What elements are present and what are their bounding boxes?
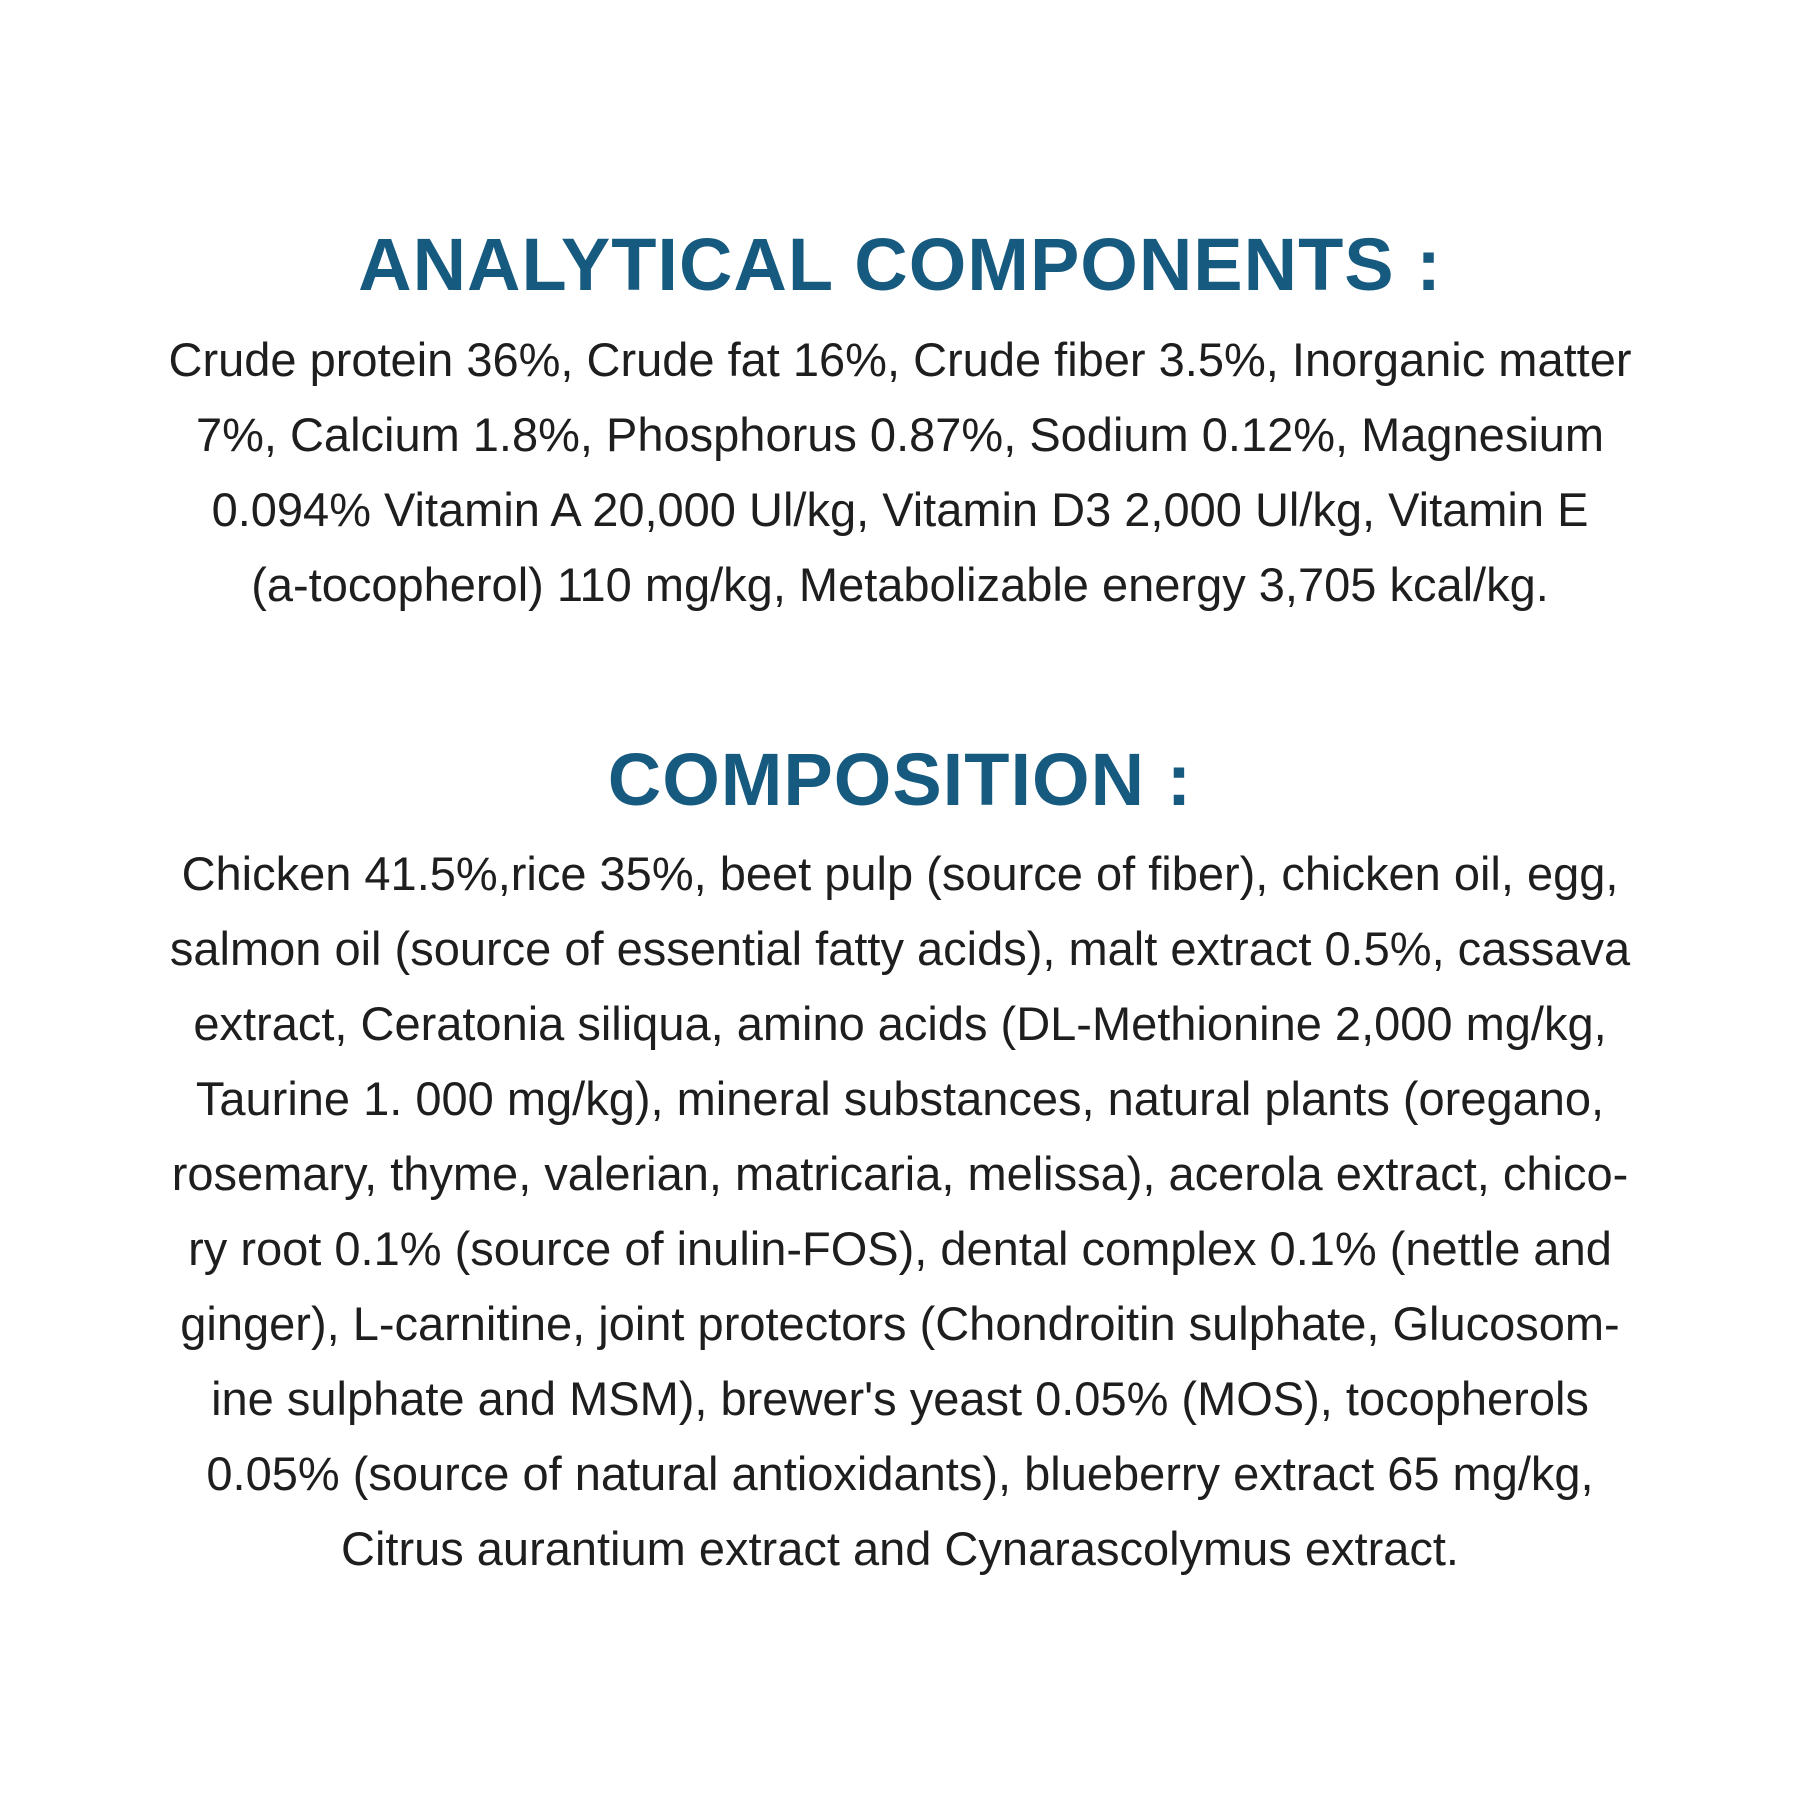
analytical-line: 7%, Calcium 1.8%, Phosphorus 0.87%, Sodium 0.12%, Magnesium — [195, 408, 1605, 461]
composition-line: ginger), L-carnitine, joint protectors (Chondroitin sulphate, Glucosom- — [180, 1297, 1620, 1350]
composition-line: Citrus aurantium extract and Cynarascolymus extract. — [341, 1522, 1459, 1575]
composition-line: salmon oil (source of essential fatty acids), malt extract 0.5%, cassava — [169, 922, 1631, 975]
composition-line: 0.05% (source of natural antioxidants), blueberry extract 65 mg/kg, — [206, 1447, 1594, 1500]
composition-line: ry root 0.1% (source of inulin-FOS), dental complex 0.1% (nettle and — [188, 1222, 1612, 1275]
analytical-line: 0.094% Vitamin A 20,000 Ul/kg, Vitamin D3 2,000 Ul/kg, Vitamin E — [211, 483, 1589, 536]
composition-line: extract, Ceratonia siliqua, amino acids (DL-Methionine 2,000 mg/kg, — [193, 997, 1607, 1050]
composition-heading: COMPOSITION : — [607, 738, 1193, 821]
analytical-components-section — [0, 223, 1800, 622]
composition-line: Taurine 1. 000 mg/kg), mineral substances, natural plants (oregano, — [195, 1072, 1605, 1125]
composition-text — [0, 836, 1800, 1586]
analytical-components-text — [0, 322, 1800, 622]
analytical-line: (a-tocopherol) 110 mg/kg, Metabolizable energy 3,705 kcal/kg. — [251, 558, 1549, 611]
analytical-line: Crude protein 36%, Crude fat 16%, Crude fiber 3.5%, Inorganic matter — [168, 333, 1632, 386]
composition-section — [0, 738, 1800, 1586]
composition-line: Chicken 41.5%,rice 35%, beet pulp (source of fiber), chicken oil, egg, — [181, 847, 1619, 900]
composition-line: rosemary, thyme, valerian, matricaria, melissa), acerola extract, chico- — [171, 1147, 1629, 1200]
analytical-components-heading: ANALYTICAL COMPONENTS : — [358, 223, 1442, 306]
composition-line: ine sulphate and MSM), brewer's yeast 0.05% (MOS), tocopherols — [211, 1372, 1589, 1425]
